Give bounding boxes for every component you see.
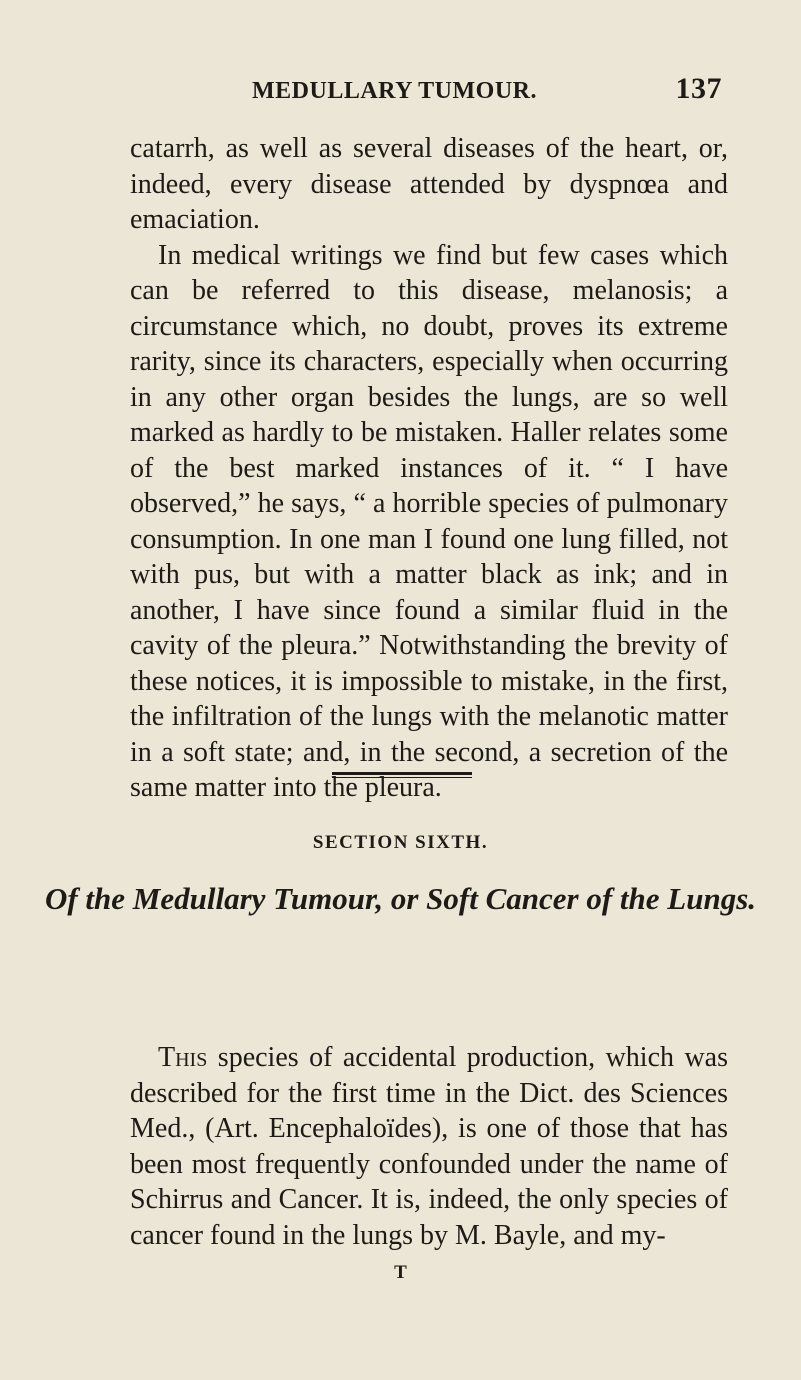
paragraph-continuation: catarrh, as well as several diseases of the heart, or, indeed, every disease attended by dyspnœa and emaciation. [130, 133, 728, 235]
running-title: MEDULLARY TUMOUR. [252, 78, 537, 104]
paragraph-melanosis: In medical writings we find but few cases which can be referred to this disease, melanosis; a circumstance which, no doubt, proves its extreme rarity, since its characters, especially when occurring in any other organ besides the lungs, are so well marked as hardly to be mistaken. Haller relates some of the best marked instances of it. “ I have observed,” he says, “ a horrible species of pulmonary consumption. In one man I found one lung filled, not with pus, but with a matter black as ink; and in another, I have since found a similar fluid in the cavity of the pleura.” Notwithstanding the brevity of these notices, it is impossible to mistake, in the first, the infiltration of the lungs with the melanotic matter in a soft state; and, in the second, a secretion of the same matter into the pleura. [130, 239, 728, 803]
initial-word: This [158, 1042, 208, 1073]
page-number: 137 [675, 72, 722, 105]
paragraph-medullary [130, 1040, 728, 1253]
section-title: Of the Medullary Tumour, or Soft Cancer of the Lungs. [44, 881, 757, 916]
section-heading: SECTION SIXTH. [312, 832, 489, 853]
paragraph-text: species of accidental production, which was described for the first time in the Dict. des Sciences Med., (Art. Encephaloïdes), is one of those that has been most frequently confounded under the name of Schirrus and Cancer. It is, indeed, the only species of cancer found in the lungs by M. Bayle, and my- [130, 1042, 728, 1251]
section-body [130, 1012, 728, 1281]
signature-mark: T [394, 1262, 407, 1283]
body-text [130, 131, 728, 806]
section-divider [332, 772, 472, 778]
